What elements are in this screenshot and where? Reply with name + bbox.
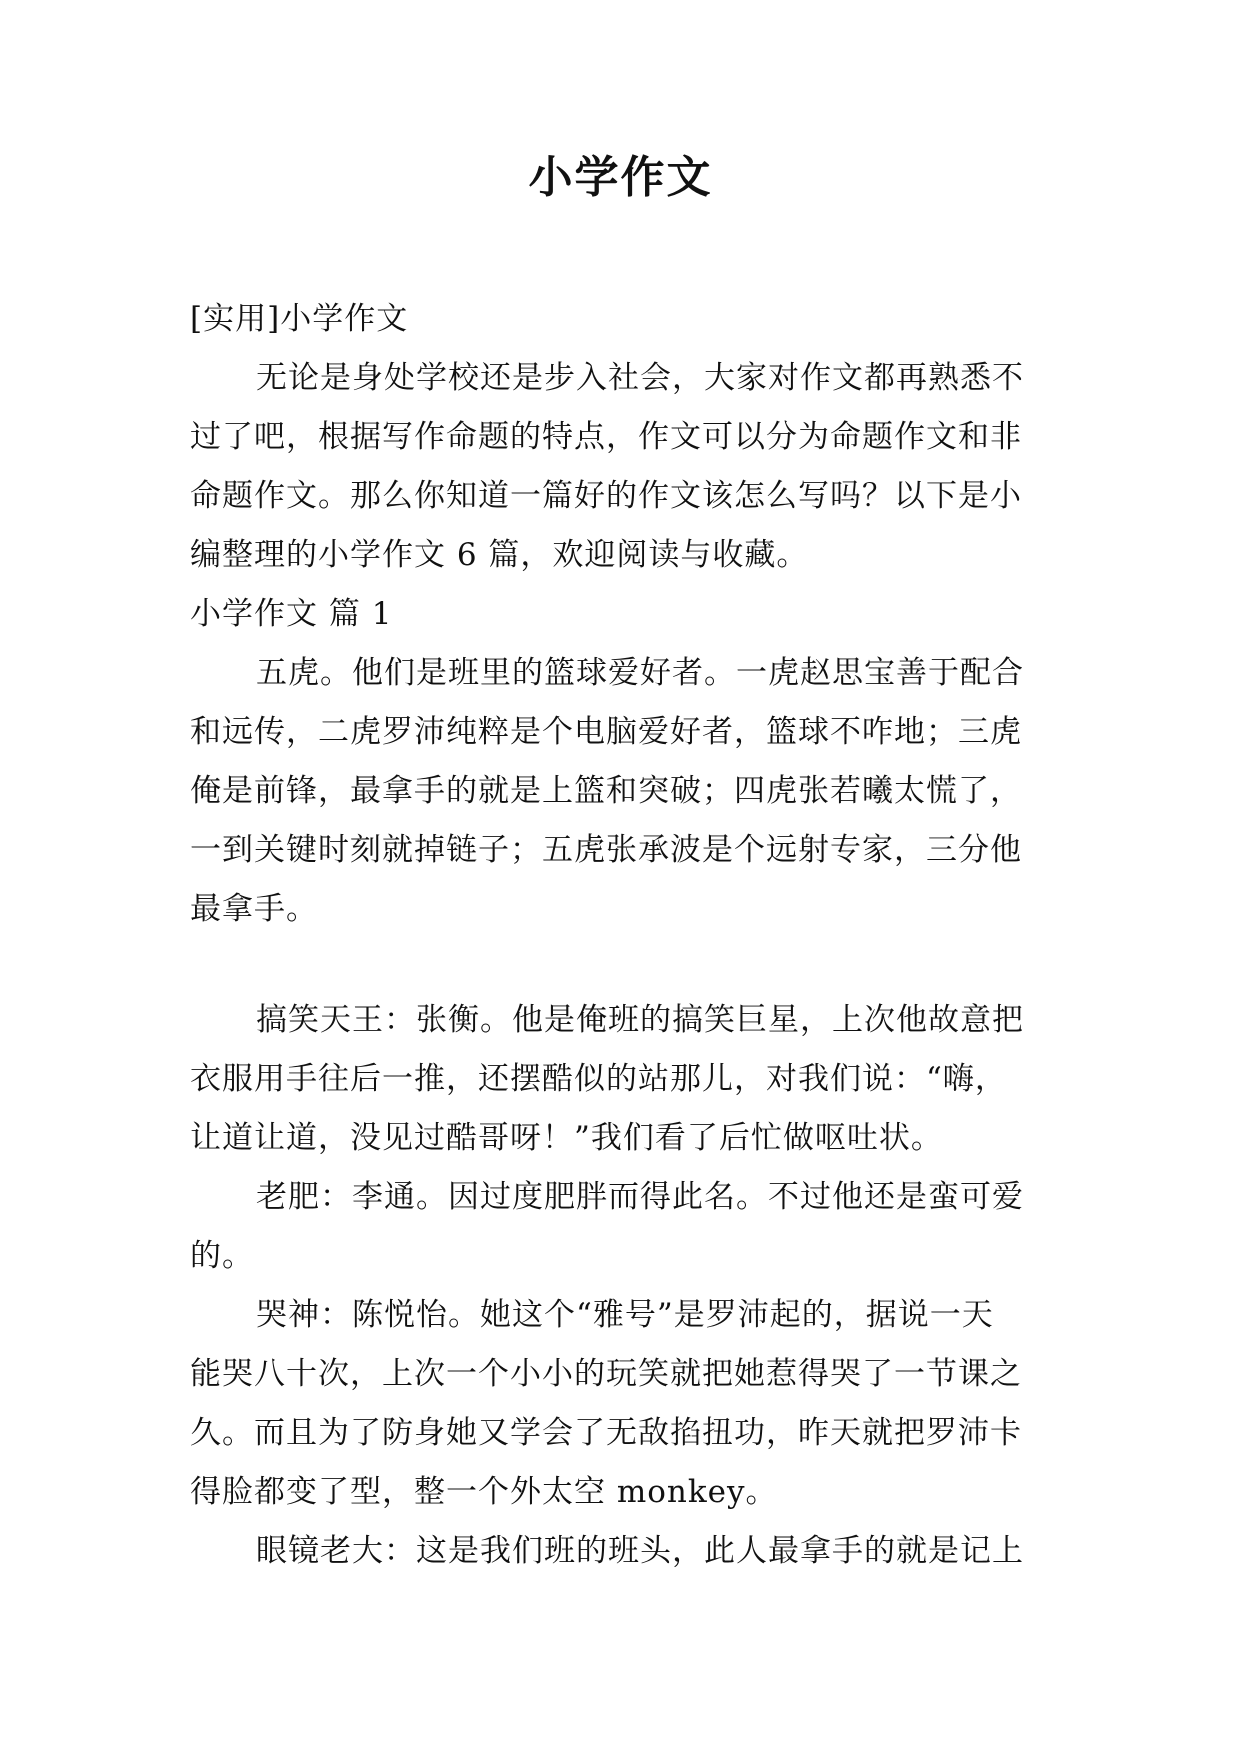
text-line: 和远传，二虎罗沛纯粹是个电脑爱好者，篮球不咋地；三虎 [190,714,1022,750]
text-line: 五虎。他们是班里的篮球爱好者。一虎赵思宝善于配合 [256,655,1024,691]
document-title: 小学作文 [528,152,713,203]
text-line: 最拿手。 [190,891,318,927]
text-line: 得脸都变了型，整一个外太空 monkey。 [190,1474,778,1510]
text-line: 过了吧，根据写作命题的特点，作文可以分为命题作文和非 [190,419,1022,455]
text-line: 的。 [190,1238,254,1274]
text-line: 无论是身处学校还是步入社会，大家对作文都再熟悉不 [256,360,1024,396]
text-line: 久。而且为了防身她又学会了无敌掐扭功，昨天就把罗沛卡 [190,1415,1022,1451]
text-line: 老肥：李通。因过度肥胖而得此名。不过他还是蛮可爱 [256,1179,1024,1215]
text-line: [实用]小学作文 [190,301,409,337]
text-line: 搞笑天王：张衡。他是俺班的搞笑巨星，上次他故意把 [256,1002,1024,1038]
text-line: 一到关键时刻就掉链子；五虎张承波是个远射专家，三分他 [190,832,1022,868]
document-body [190,290,1070,1581]
text-line: 能哭八十次，上次一个小小的玩笑就把她惹得哭了一节课之 [190,1356,1022,1392]
text-line: 小学作文 篇 1 [190,596,393,632]
text-line: 让道让道，没见过酷哥呀！”我们看了后忙做呕吐状。 [190,1120,943,1156]
paragraph-gap [190,939,1070,991]
text-line: 编整理的小学作文 6 篇，欢迎阅读与收藏。 [190,537,809,573]
text-line: 衣服用手往后一推，还摆酷似的站那儿，对我们说：“嗨， [190,1061,1007,1097]
text-line: 哭神：陈悦怡。她这个“雅号”是罗沛起的，据说一天 [256,1297,994,1333]
text-line: 俺是前锋，最拿手的就是上篮和突破；四虎张若曦太慌了， [190,773,1022,809]
text-line: 命题作文。那么你知道一篇好的作文该怎么写吗？以下是小 [190,478,1022,514]
text-line: 眼镜老大：这是我们班的班头，此人最拿手的就是记上 [256,1533,1024,1569]
